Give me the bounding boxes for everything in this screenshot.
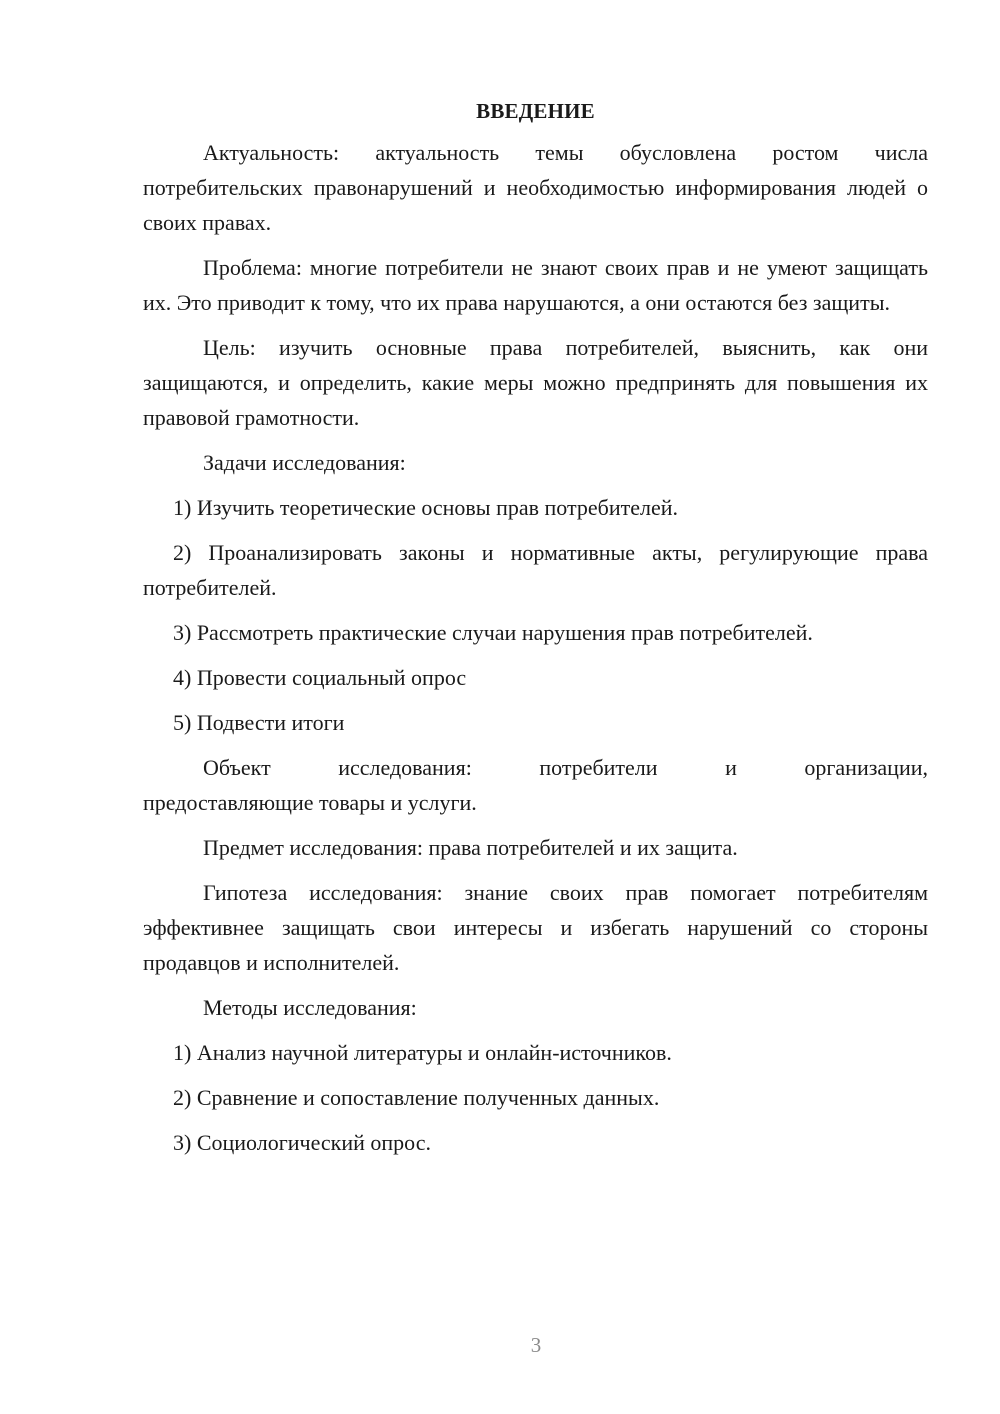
method-item: 1) Анализ научной литературы и онлайн-источников. xyxy=(173,1040,672,1065)
page-number: 3 xyxy=(530,1333,542,1357)
task-item: 3) Рассмотреть практические случаи нарушения прав потребителей. xyxy=(173,620,813,645)
hypothesis-paragraph: Гипотеза исследования: знание своих прав помогает потребителям эффективнее защищать свои интересы и избегать нарушений со стороны продавцов и исполнителей. xyxy=(143,880,928,975)
task-item: 5) Подвести итоги xyxy=(173,710,345,735)
task-item: 1) Изучить теоретические основы прав потребителей. xyxy=(173,495,679,520)
page-content xyxy=(143,95,928,1160)
object-line-1: Объект исследования: потребители и организации, xyxy=(203,755,928,780)
problem-paragraph: Проблема: многие потребители не знают своих прав и не умеют защищать их. Это приводит к тому, что их права нарушаются, а они остаются без защиты. xyxy=(143,255,928,315)
goal-paragraph: Цель: изучить основные права потребителей, выяснить, как они защищаются, и определить, какие меры можно предпринять для повышения их правовой грамотности. xyxy=(143,335,928,430)
task-item: 4) Провести социальный опрос xyxy=(173,665,467,690)
task-item: 2) Проанализировать законы и нормативные акты, регулирующие права потребителей. xyxy=(143,540,928,600)
method-item: 2) Сравнение и сопоставление полученных данных. xyxy=(173,1085,660,1110)
tasks-heading: Задачи исследования: xyxy=(203,450,406,475)
object-paragraph xyxy=(143,750,928,820)
methods-heading: Методы исследования: xyxy=(203,995,417,1020)
relevance-paragraph: Актуальность: актуальность темы обусловлена ростом числа потребительских правонарушений и необходимостью информирования людей о своих правах. xyxy=(143,140,928,235)
object-line-2: предоставляющие товары и услуги. xyxy=(143,790,477,815)
subject-paragraph: Предмет исследования: права потребителей и их защита. xyxy=(203,835,738,860)
page-title: ВВЕДЕНИЕ xyxy=(476,99,595,123)
method-item: 3) Социологический опрос. xyxy=(173,1130,431,1155)
